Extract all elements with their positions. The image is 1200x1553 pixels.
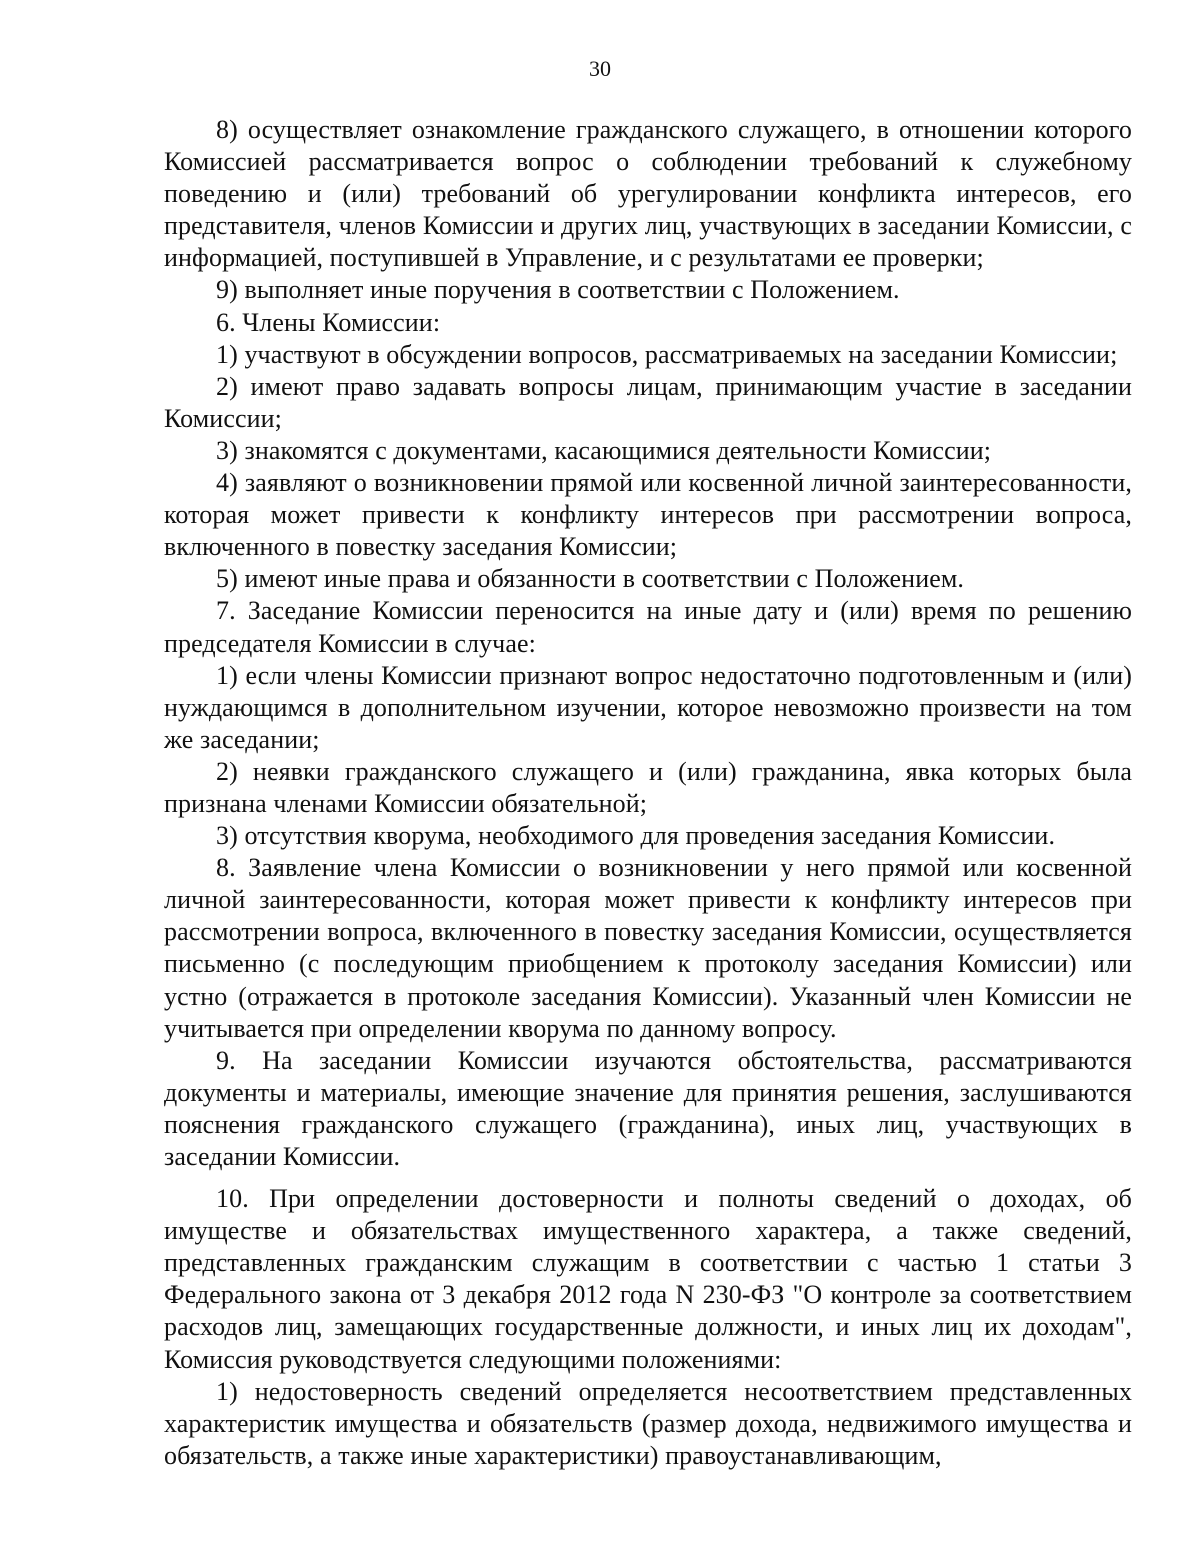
paragraph-7-3: 3) отсутствия кворума, необходимого для проведения заседания Комиссии.	[216, 821, 1056, 851]
section-7: 7. Заседание Комиссии переносится на иные дату и (или) время по решению председателя Комиссии в случае:	[164, 596, 1132, 658]
paragraph-7-2: 2) неявки гражданского служащего и (или) гражданина, явка которых была признана членами Комиссии обязательной;	[164, 756, 1132, 818]
document-body	[164, 114, 1132, 1472]
section-8: 8. Заявление члена Комиссии о возникновении у него прямой или косвенной личной заинтересованности, которая может привести к конфликту интересов при рассмотрении вопроса, включенного в повестку заседания Комиссии, осуществляется письменно (с последующим приобщением к протоколу заседания Комиссии) или устно (отражается в протоколе заседания Комиссии). Указанный член Комиссии не учитывается при определении кворума по данному вопросу.	[164, 853, 1132, 1043]
paragraph-10-1: 1) недостоверность сведений определяется несоответствием представленных характеристик имущества и обязательств (размер дохода, недвижимого имущества и обязательств, а также иные характеристики) правоустанавливающим,	[164, 1376, 1132, 1470]
page-number: 30	[589, 56, 611, 81]
paragraph-6-5: 5) имеют иные права и обязанности в соответствии с Положением.	[216, 564, 964, 594]
section-6-heading: 6. Члены Комиссии:	[216, 307, 441, 337]
section-9: 9. На заседании Комиссии изучаются обстоятельства, рассматриваются документы и материалы, имеющие значение для принятия решения, заслушиваются пояснения гражданского служащего (гражданина), иных лиц, участвующих в заседании Комиссии.	[164, 1045, 1132, 1171]
paragraph-6-3: 3) знакомятся с документами, касающимися деятельности Комиссии;	[216, 435, 992, 465]
paragraph-6-4: 4) заявляют о возникновении прямой или косвенной личной заинтересованности, которая может привести к конфликту интересов при рассмотрении вопроса, включенного в повестку заседания Комиссии;	[164, 468, 1132, 562]
section-10: 10. При определении достоверности и полноты сведений о доходах, об имуществе и обязательствах имущественного характера, а также сведений, представленных гражданским служащим в соответствии с частью 1 статьи 3 Федерального закона от 3 декабря 2012 года N 230-ФЗ "О контроле за соответствием расходов лиц, замещающих государственные должности, и иных лиц их доходам", Комиссия руководствуется следующими положениями:	[164, 1184, 1132, 1374]
paragraph-9-other-instructions: 9) выполняет иные поручения в соответствии с Положением.	[216, 275, 900, 305]
paragraph-8-familiarization: 8) осуществляет ознакомление гражданского служащего, в отношении которого Комиссией рассматривается вопрос о соблюдении требований к служебному поведению и (или) требований об урегулировании конфликта интересов, его представителя, членов Комиссии и других лиц, участвующих в заседании Комиссии, с информацией, поступившей в Управление, и с результатами ее проверки;	[164, 115, 1132, 273]
paragraph-6-1: 1) участвуют в обсуждении вопросов, рассматриваемых на заседании Комиссии;	[216, 339, 1118, 369]
paragraph-6-2: 2) имеют право задавать вопросы лицам, принимающим участие в заседании Комиссии;	[164, 371, 1132, 433]
paragraph-7-1: 1) если члены Комиссии признают вопрос недостаточно подготовленным и (или) нуждающимся в дополнительном изучении, которое невозможно произвести на том же заседании;	[164, 660, 1132, 754]
